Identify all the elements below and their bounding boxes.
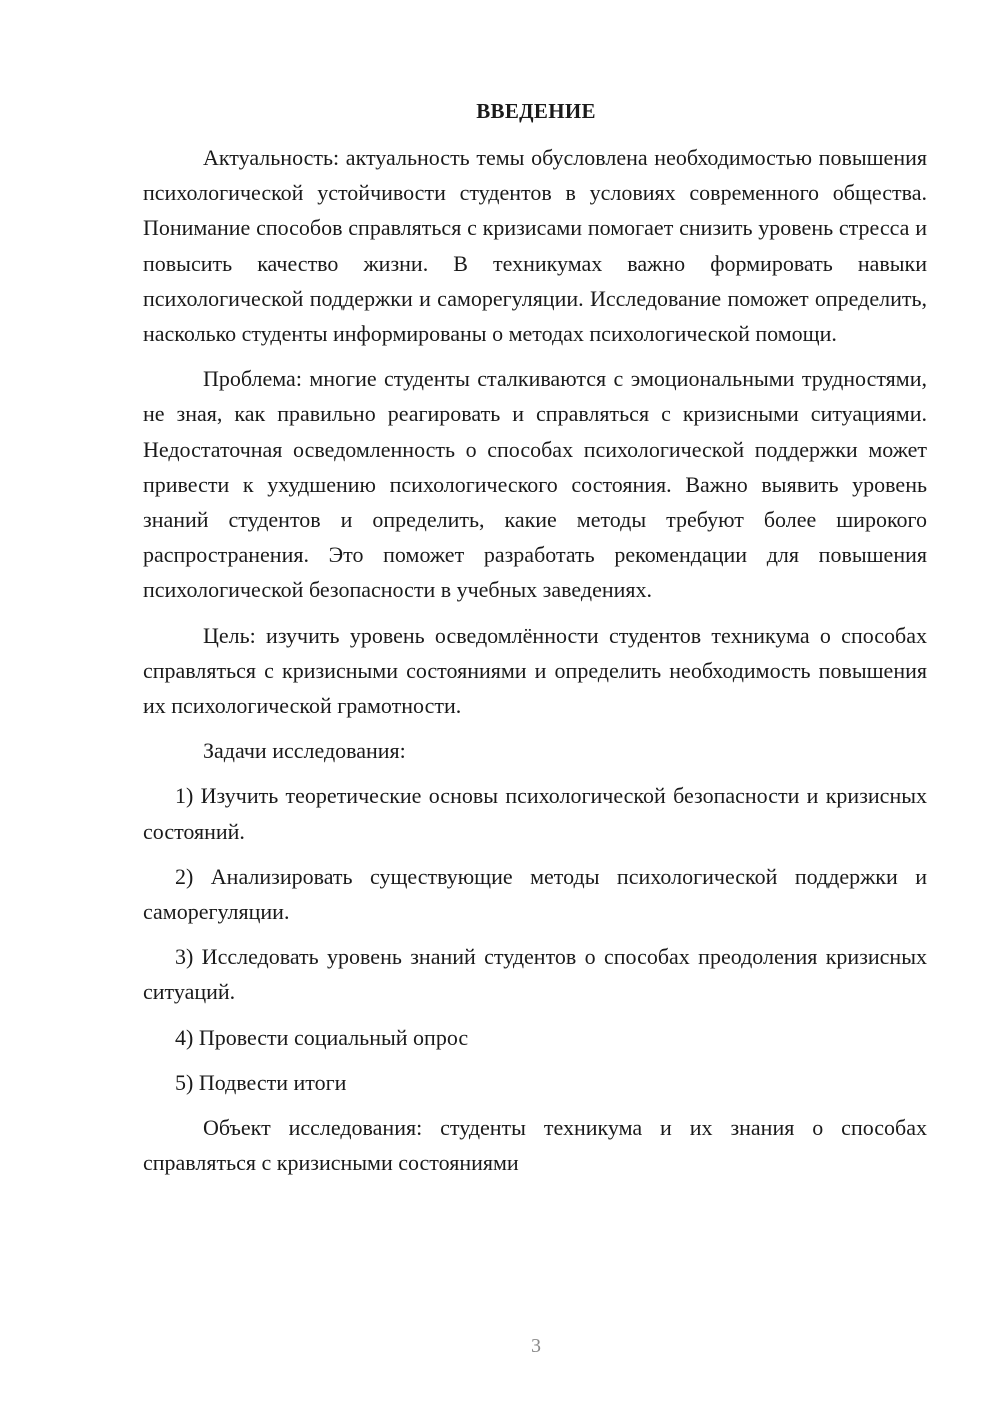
paragraph-goal: Цель: изучить уровень осведомлённости студентов техникума о способах справляться с кризисными состояниями и определить необходимость повышения их психологической грамотности. xyxy=(143,622,927,719)
page-number: 3 xyxy=(531,1335,541,1357)
section-title: ВВЕДЕНИЕ xyxy=(476,99,596,123)
task-item-1: 1) Изучить теоретические основы психологической безопасности и кризисных состояний. xyxy=(143,783,927,844)
paragraph-problem: Проблема: многие студенты сталкиваются с эмоциональными трудностями, не зная, как правильно реагировать и справляться с кризисными ситуациями. Недостаточная осведомленность о способах психологической поддержки может привести к ухудшению психологического состояния. Важно выявить уровень знаний студентов и определить, какие методы требуют более широкого распространения. Это поможет разработать рекомендации для повышения психологической безопасности в учебных заведениях. xyxy=(143,366,927,603)
paragraph-relevance: Актуальность: актуальность темы обусловлена необходимостью повышения психологической устойчивости студентов в условиях современного общества. Понимание способов справляться с кризисами помогает снизить уровень стресса и повысить качество жизни. В техникумах важно формировать навыки психологической поддержки и саморегуляции. Исследование поможет определить, насколько студенты информированы о методах психологической помощи. xyxy=(143,145,927,347)
task-item-4: 4) Провести социальный опрос xyxy=(175,1024,469,1050)
paragraph-object: Объект исследования: студенты техникума и их знания о способах справляться с кризисными состояниями xyxy=(143,1115,927,1176)
task-item-2: 2) Анализировать существующие методы психологической поддержки и саморегуляции. xyxy=(143,863,927,925)
document-body xyxy=(143,140,927,1180)
paragraph-tasks-heading: Задачи исследования: xyxy=(203,738,406,764)
task-item-5: 5) Подвести итоги xyxy=(175,1069,347,1095)
task-item-3: 3) Исследовать уровень знаний студентов о способах преодоления кризисных ситуаций. xyxy=(143,944,927,1005)
